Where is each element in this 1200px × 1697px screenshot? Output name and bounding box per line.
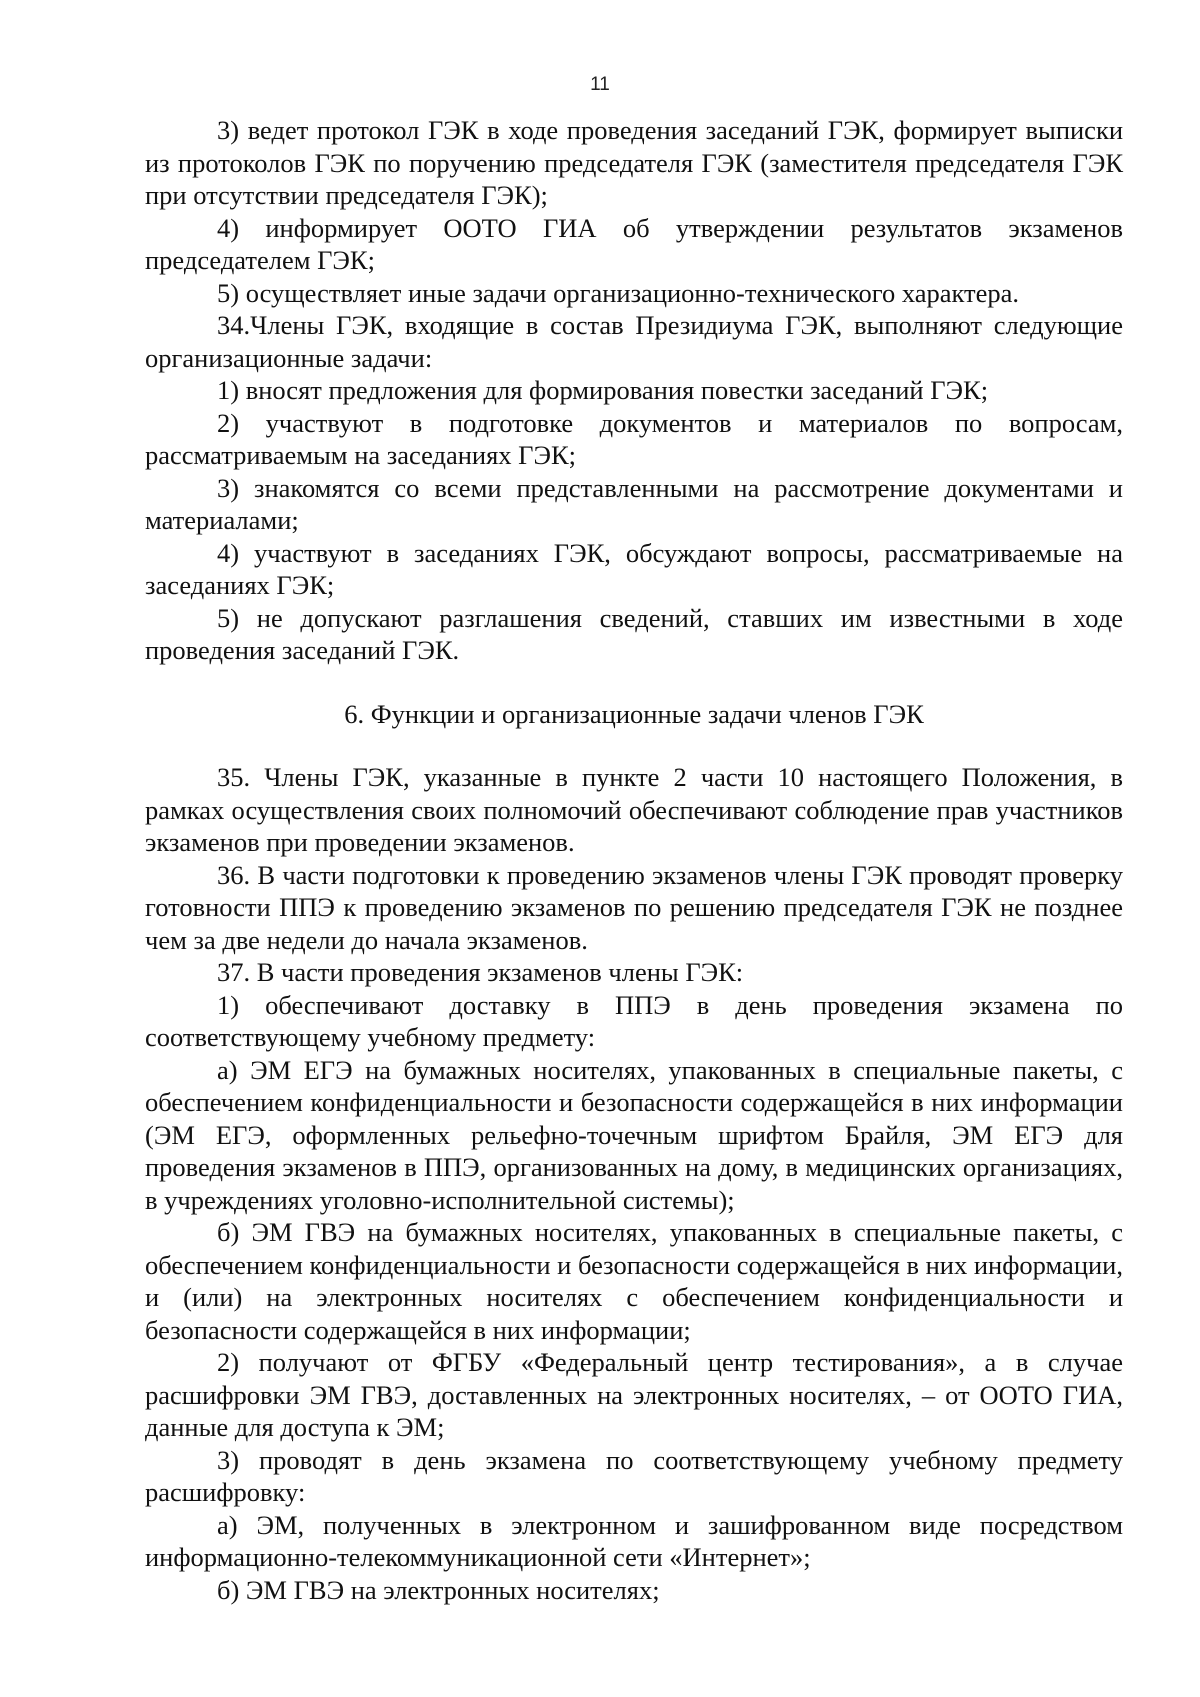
paragraph-34-1: 1) вносят предложения для формирования повестки заседаний ГЭК;: [217, 375, 989, 405]
paragraph-37-1-b: б) ЭМ ГВЭ на бумажных носителях, упакованных в специальные пакеты, с обеспечением конфиденциальности и безопасности содержащейся в них информации, и (или) на электронных носителях с обеспечением конфиденциальности и безопасности содержащейся в них информации;: [145, 1217, 1123, 1345]
paragraph-34-2: 2) участвуют в подготовке документов и материалов по вопросам, рассматриваемым на заседаниях ГЭК;: [145, 407, 1123, 470]
paragraph-33-3: 3) ведет протокол ГЭК в ходе проведения заседаний ГЭК, формирует выписки из протоколов ГЭК по поручению председателя ГЭК (заместителя председателя ГЭК при отсутствии председателя ГЭК);: [145, 115, 1123, 210]
paragraph-34-5: 5) не допускают разглашения сведений, ставших им известными в ходе проведения заседаний ГЭК.: [145, 602, 1123, 665]
paragraph-37-3-b: б) ЭМ ГВЭ на электронных носителях;: [217, 1574, 660, 1605]
paragraph-35: 35. Члены ГЭК, указанные в пункте 2 части 10 настоящего Положения, в рамках осуществления своих полномочий обеспечивают соблюдение прав участников экзаменов при проведении экзаменов.: [145, 762, 1123, 857]
paragraph-34-4: 4) участвуют в заседаниях ГЭК, обсуждают вопросы, рассматриваемые на заседаниях ГЭК;: [145, 537, 1123, 600]
page-number: 11: [590, 74, 610, 95]
paragraph-37-1: 1) обеспечивают доставку в ППЭ в день проведения экзамена по соответствующему учебному предмету:: [145, 989, 1123, 1052]
paragraph-33-5: 5) осуществляет иные задачи организационно-технического характера.: [217, 277, 1020, 308]
paragraph-37: 37. В части проведения экзаменов члены ГЭК:: [217, 957, 744, 987]
paragraph-36: 36. В части подготовки к проведению экзаменов члены ГЭК проводят проверку готовности ППЭ к проведению экзаменов по решению председателя ГЭК не позднее чем за две недели до начала экзаменов.: [145, 859, 1123, 955]
paragraph-37-2: 2) получают от ФГБУ «Федеральный центр тестирования», а в случае расшифровки ЭМ ГВЭ, доставленных на электронных носителях, – от ООТО ГИА, данные для доступа к ЭМ;: [145, 1347, 1123, 1442]
paragraph-37-3-a: а) ЭМ, полученных в электронном и зашифрованном виде посредством информационно-телекоммуникационной сети «Интернет»;: [145, 1509, 1123, 1572]
paragraph-37-3: 3) проводят в день экзамена по соответствующему учебному предмету расшифровку:: [145, 1444, 1123, 1507]
document-body: [145, 114, 1123, 1606]
section-heading: 6. Функции и организационные задачи членов ГЭК: [344, 698, 924, 729]
paragraph-37-1-a: а) ЭМ ЕГЭ на бумажных носителях, упакованных в специальные пакеты, с обеспечением конфиденциальности и безопасности содержащейся в них информации (ЭМ ЕГЭ, оформленных рельефно-точечным шрифтом Брайля, ЭМ ЕГЭ для проведения экзаменов в ППЭ, организованных на дому, в медицинских организациях, в учреждениях уголовно-исполнительной системы);: [145, 1054, 1123, 1215]
paragraph-34: 34.Члены ГЭК, входящие в состав Президиума ГЭК, выполняют следующие организационные задачи:: [145, 310, 1123, 373]
paragraph-34-3: 3) знакомятся со всеми представленными на рассмотрение документами и материалами;: [145, 472, 1123, 535]
paragraph-33-4: 4) информирует ООТО ГИА об утверждении результатов экзаменов председателем ГЭК;: [145, 212, 1123, 275]
